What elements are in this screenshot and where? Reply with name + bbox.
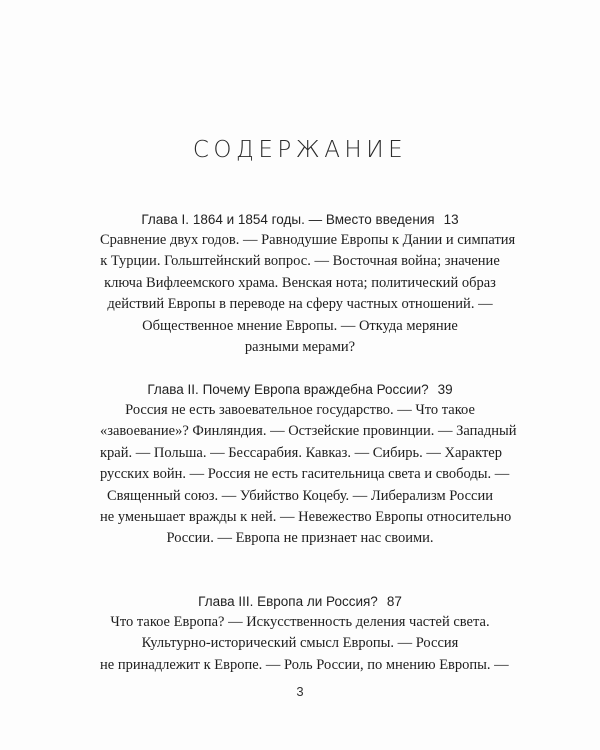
chapter-summary-line: к Турции. Гольштейнский вопрос. — Восточная война; значение [100,253,500,270]
chapter-title: Глава I. 1864 и 1854 годы. — Вместо введения [141,212,435,227]
chapter-summary-line: Что такое Европа? — Искусственность деления частей света. [110,614,490,630]
chapter-summary-line: русских войн. — Россия не есть гасительница света и свободы. — [100,466,510,483]
page-title: СОДЕРЖАНИЕ [192,137,408,163]
chapter-summary-line: Сравнение двух годов. — Равнодушие Европы к Дании и симпатия [100,232,516,248]
chapter-page-number: 87 [386,594,402,609]
chapter-summary-line: Культурно-исторический смысл Европы. — Россия [141,635,459,652]
chapter-summary-line: не принадлежит к Европе. — Роль России, по мнению Европы. — [100,656,509,673]
chapter-heading [100,592,500,611]
chapter-heading [100,210,500,229]
chapter-summary-line: не уменьшает вражды к ней. — Невежество Европы относительно [100,509,512,526]
chapter-page-number: 39 [437,382,453,397]
chapter-2 [100,380,517,550]
chapter-summary-line: Общественное мнение Европы. — Откуда меряние [142,317,458,334]
chapter-summary-line: Россия не есть завоевательное государство. — Что такое [125,402,475,418]
chapter-3 [100,592,509,676]
chapter-summary-line: ключа Вифлеемского храма. Венская нота; политический образ [104,274,496,291]
page-number: 3 [296,684,304,699]
chapter-title: Глава II. Почему Европа враждебна России? [147,382,429,397]
chapter-summary-line: Священный союз. — Убийство Коцебу. — Либерализм России [107,487,493,504]
chapter-page-number: 13 [443,212,459,227]
chapter-summary-line: действий Европы в переводе на сферу частных отношений. — [107,296,493,313]
chapter-heading [100,380,500,399]
chapter-summary-line: «завоевание»? Финляндия. — Остзейские провинции. — Западный [100,423,517,440]
chapter-summary-line: России. — Европа не признает нас своими. [166,530,434,547]
chapter-title: Глава III. Европа ли Россия? [198,594,378,609]
chapter-summary-line: край. — Польша. — Бессарабия. Кавказ. — Сибирь. — Характер [100,444,502,461]
chapter-1 [100,210,516,358]
chapter-summary-line: разными мерами? [244,339,356,356]
